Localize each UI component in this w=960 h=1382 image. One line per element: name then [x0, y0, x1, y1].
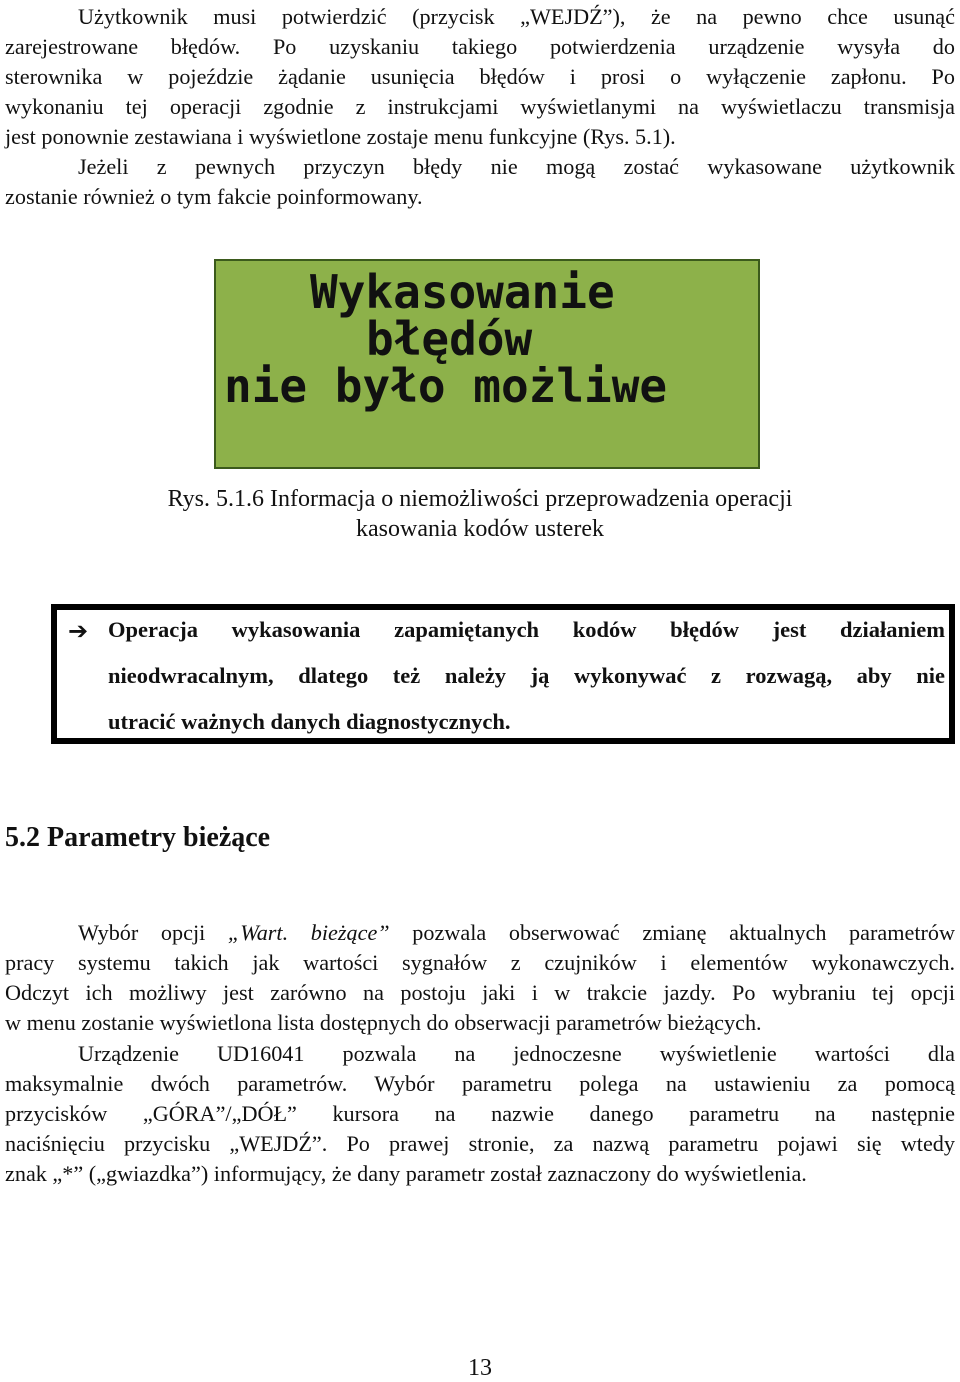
text-fragment: Wybór opcji	[78, 920, 228, 945]
lcd-line-1: Wykasowanie	[310, 265, 615, 319]
text-line: Jeżeli z pewnych przyczyn błędy nie mogą zostać wykasowane użytkownik	[78, 154, 955, 179]
paragraph-current-values	[5, 918, 955, 1038]
section-heading: 5.2 Parametry bieżące	[5, 822, 271, 853]
text-line: przycisków „GÓRA”/„DÓŁ” kursora na nazwie danego parametru na następnie	[5, 1101, 955, 1126]
text-line: maksymalnie dwóch parametrów. Wybór parametru polega na ustawieniu za pomocą	[5, 1071, 955, 1096]
warning-line: nieodwracalnym, dlatego też należy ją wykonywać z rozwagą, aby nie	[108, 663, 945, 688]
arrow-right-icon: ➔	[68, 617, 89, 645]
text-line: Odczyt ich możliwy jest zarówno na postoju jaki i w trakcie jazdy. Po wybraniu tej opcji	[5, 980, 955, 1005]
text-line: zostanie również o tym fakcie poinformowany.	[5, 184, 423, 209]
text-fragment: pozwala obserwować zmianę aktualnych parametrów	[389, 920, 955, 945]
text-line: pracy systemu takich jak wartości sygnałów z czujników i elementów wykonawczych.	[5, 950, 955, 975]
warning-text	[108, 607, 945, 745]
figure-caption-line-1: Rys. 5.1.6 Informacja o niemożliwości przeprowadzenia operacji	[167, 486, 793, 512]
lcd-display	[214, 259, 760, 469]
text-line: jest ponownie zestawiana i wyświetlone zostaje menu funkcyjne (Rys. 5.1).	[5, 124, 676, 149]
option-name: „Wart. bieżące”	[227, 920, 390, 945]
paragraph-delete-failed	[5, 152, 955, 212]
text-line: Urządzenie UD16041 pozwala na jednoczesne wyświetlenie wartości dla	[78, 1041, 955, 1066]
text-line: wykonaniu tej operacji zgodnie z instrukcjami wyświetlanymi na wyświetlaczu transmisja	[5, 94, 955, 119]
text-line	[5, 918, 955, 948]
lcd-line-2: błędów	[366, 312, 533, 366]
text-line: sterownika w pojeździe żądanie usunięcia błędów i prosi o wyłączenie zapłonu. Po	[5, 64, 955, 89]
paragraph-confirm-delete	[5, 2, 955, 152]
page-number: 13	[468, 1355, 492, 1381]
figure-caption-line-2: kasowania kodów usterek	[356, 516, 604, 542]
text-line: naciśnięciu przycisku „WEJDŹ”. Po prawej stronie, za nazwą parametru pojawi się wtedy	[5, 1131, 955, 1156]
warning-line: Operacja wykasowania zapamiętanych kodów błędów jest działaniem	[108, 617, 945, 642]
text-line: zarejestrowane błędów. Po uzyskaniu takiego potwierdzenia urządzenie wysyła do	[5, 34, 955, 59]
lcd-line-3: nie było możliwe	[224, 359, 668, 413]
text-line: Użytkownik musi potwierdzić (przycisk „WEJDŹ”), że na pewno chce usunąć	[78, 4, 955, 29]
text-line: znak „*” („gwiazdka”) informujący, że dany parametr został zaznaczony do wyświetlenia.	[5, 1161, 807, 1186]
text-line: w menu zostanie wyświetlona lista dostępnych do obserwacji parametrów bieżących.	[5, 1010, 762, 1035]
paragraph-device-params	[5, 1039, 955, 1189]
warning-line: utracić ważnych danych diagnostycznych.	[108, 709, 511, 734]
